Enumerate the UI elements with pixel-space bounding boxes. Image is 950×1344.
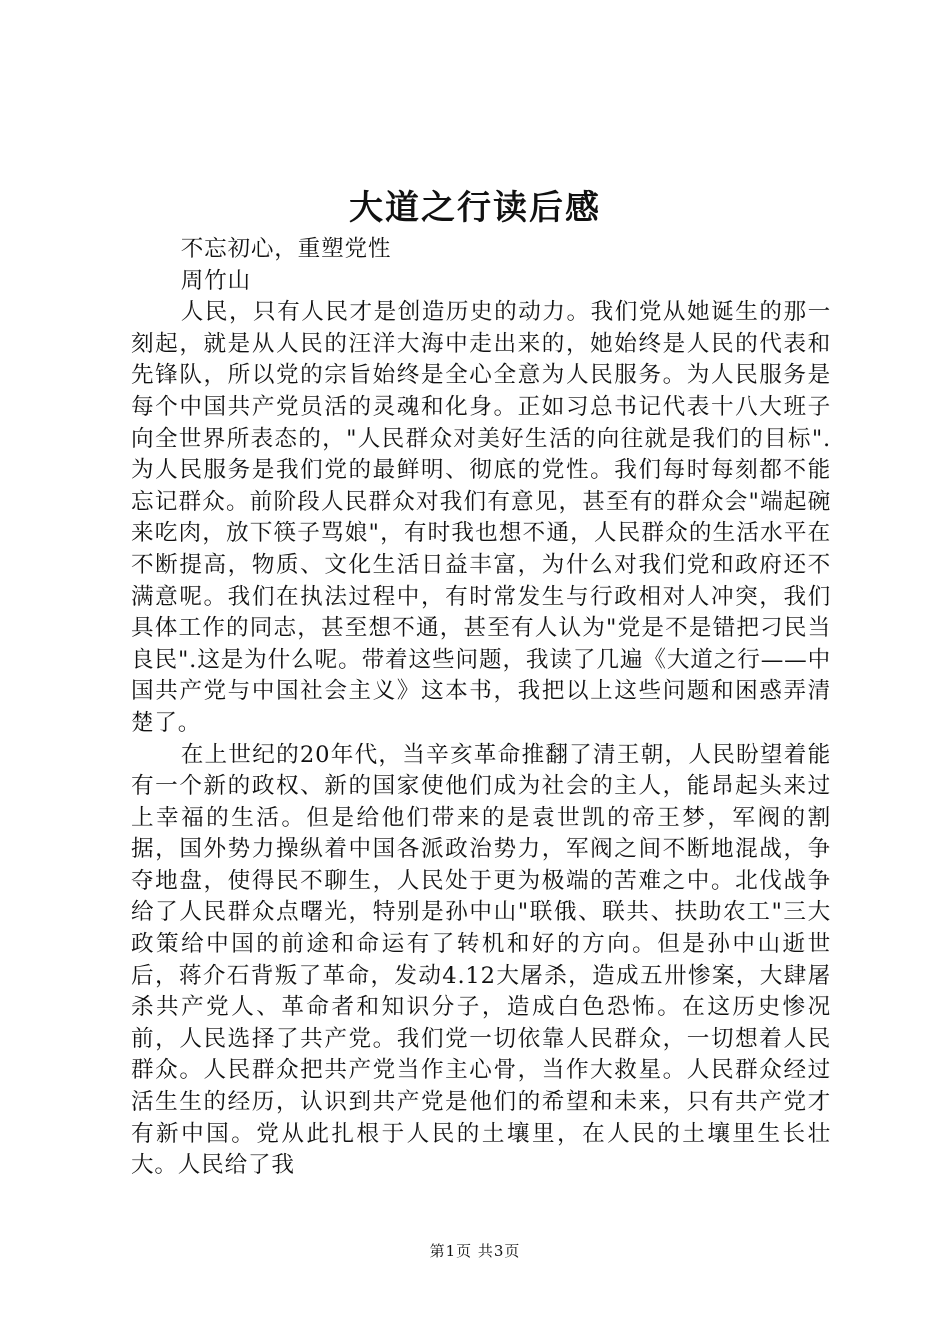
paragraph-2: 在上世纪的20年代，当辛亥革命推翻了清王朝，人民盼望着能有一个新的政权、新的国家使他们成为社会的主人，能昂起头来过上幸福的生活。但是给他们带来的是袁世凯的帝王梦，军阀的割据，国外势力操纵着中国各派政治势力，军阀之间不断地混战，争夺地盘，使得民不聊生，人民处于更为极端的苦难之中。北伐战争给了人民群众点曙光，特别是孙中山"联俄、联共、扶助农工"三大政策给中国的前途和命运有了转机和好的方向。但是孙中山逝世后，蒋介石背叛了革命，发动4.12大屠杀，造成五卅惨案，大肆屠杀共产党人、革命者和知识分子，造成白色恐怖。在这历史惨况前，人民选择了共产党。我们党一切依靠人民群众，一切想着人民群众。人民群众把共产党当作主心骨，当作大救星。人民群众经过活生生的经历，认识到共产党是他们的希望和未来，只有共产党才有新中国。党从此扎根于人民的土壤里，在人民的土壤里生长壮大。人民给了我 xyxy=(131,741,831,1179)
page-footer: 第1页 共3页 xyxy=(429,1242,521,1260)
paragraph-1: 人民，只有人民才是创造历史的动力。我们党从她诞生的那一刻起，就是从人民的汪洋大海中走出来的，她始终是人民的代表和先锋队，所以党的宗旨始终是全心全意为人民服务。为人民服务是每个中国共产党员活的灵魂和化身。正如习总书记代表十八大班子向全世界所表态的，"人民群众对美好生活的向往就是我们的目标".为人民服务是我们党的最鲜明、彻底的党性。我们每时每刻都不能忘记群众。前阶段人民群众对我们有意见，甚至有的群众会"端起碗来吃肉，放下筷子骂娘"，有时我也想不通，人民群众的生活水平在不断提高，物质、文化生活日益丰富，为什么对我们党和政府还不满意呢。我们在执法过程中，有时常发生与行政相对人冲突，我们具体工作的同志，甚至想不通，甚至有人认为"党是不是错把刁民当良民".这是为什么呢。带着这些问题，我读了几遍《大道之行——中国共产党与中国社会主义》这本书，我把以上这些问题和困惑弄清楚了。 xyxy=(131,299,831,736)
subtitle-line: 不忘初心，重塑党性 xyxy=(180,236,392,262)
author-line: 周竹山 xyxy=(180,267,251,294)
document-body xyxy=(131,234,831,1182)
document-title: 大道之行读后感 xyxy=(349,188,601,228)
